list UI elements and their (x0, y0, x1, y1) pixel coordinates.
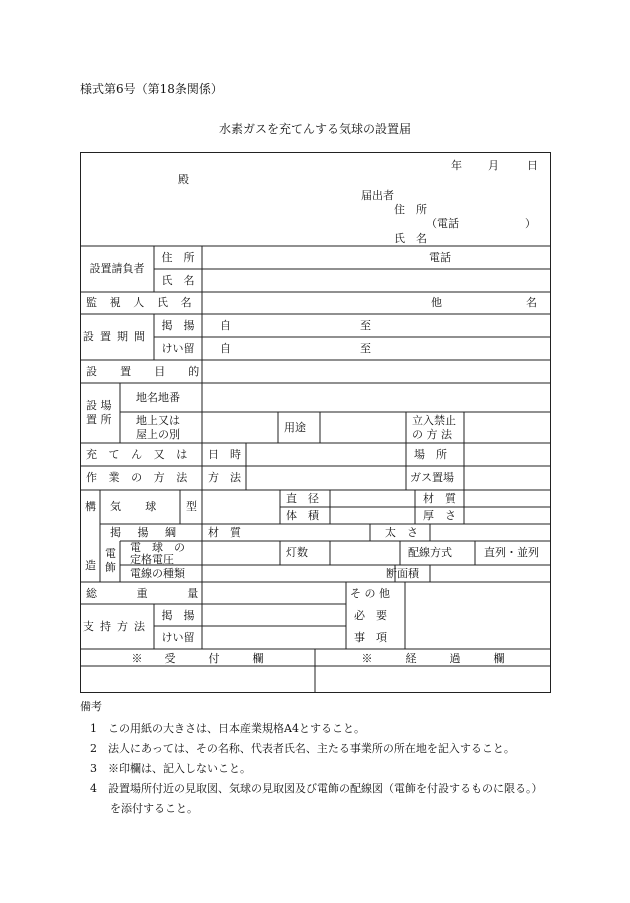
form-title: 水素ガスを充てんする気球の設置届 (218, 122, 411, 136)
support-raised-label: 掲 揚 (161, 609, 195, 622)
weight-label: 総重量 (86, 587, 238, 600)
location-lot-label: 地名地番 (136, 391, 180, 404)
period-raised-to: 至 (360, 319, 371, 332)
header-phone: （電話 ） (426, 217, 536, 230)
monitor-other: 他 (431, 296, 442, 309)
location-restrict-label-2: の 方 法 (412, 428, 452, 441)
contractor-phone-label: 電話 (429, 251, 451, 264)
period-moored-from: 自 (220, 342, 231, 355)
location-ground-label-2: 屋上の別 (136, 428, 180, 441)
structure-label-1: 構 (85, 500, 96, 513)
other-label-3: 事 項 (354, 631, 387, 644)
structure-count-label: 灯数 (286, 546, 308, 559)
monitor-unit: 名 (526, 296, 537, 309)
notes-section (80, 697, 550, 819)
structure-rope-label: 掲揚綱 (110, 526, 193, 539)
structure-bulb-label-2: 定格電圧 (130, 553, 174, 566)
structure-diameter-label: 直 径 (286, 492, 319, 505)
structure-wiring-options: 直列・並列 (484, 546, 539, 559)
period-moored-label: けい留 (161, 342, 195, 355)
period-label: 設置期間 (82, 330, 152, 343)
filling-place-label: 場 所 (414, 448, 447, 461)
note-item: 4 設置場所付近の見取図、気球の見取図及び電飾の配線図（電飾を付設するものに限る。）を添付すること。 (90, 782, 543, 815)
period-moored-to: 至 (360, 342, 371, 355)
application-form-table (80, 152, 551, 693)
structure-volume-label: 体 積 (286, 509, 319, 522)
filling-datetime-label: 日 時 (208, 448, 241, 461)
note-item: 3 ※印欄は、記入しないこと。 (90, 762, 251, 775)
filling-label-1: 充てん又は (86, 448, 199, 461)
structure-label-2: 造 (85, 559, 96, 572)
period-raised-label: 掲 揚 (161, 319, 195, 332)
progress-label: ※ 経 過 欄 (361, 652, 505, 665)
location-ground-label-1: 地上又は (136, 414, 180, 427)
period-raised-from: 自 (220, 319, 231, 332)
notes-heading: 備考 (80, 700, 102, 713)
structure-girth-label: 太 さ (385, 526, 418, 539)
header-submitter: 届出者 (361, 189, 394, 202)
reception-label: ※ 受 付 欄 (131, 652, 264, 665)
contractor-address-label: 住 所 (161, 251, 195, 264)
other-label-1: そ の 他 (350, 587, 390, 600)
contractor-label: 設置請負者 (89, 262, 145, 275)
note-item: 1 この用紙の大きさは、日本産業規格A4とすること。 (90, 722, 365, 735)
header-month: 月 (488, 159, 499, 172)
structure-wire-type-label: 電線の種類 (130, 567, 185, 580)
structure-material-label: 材 質 (423, 492, 456, 505)
support-moored-label: けい留 (161, 631, 195, 644)
structure-rope-material-label: 材 質 (208, 526, 241, 539)
note-item: 2 法人にあっては、その名称、代表者氏名、主たる事業所の所在地を記入すること。 (90, 742, 515, 755)
purpose-label: 設置目的 (86, 365, 223, 378)
location-use-label: 用途 (284, 421, 306, 434)
filling-label-2: 作業の方法 (86, 471, 199, 484)
header-addressee: 殿 (178, 173, 189, 186)
filling-gas-storage-label: ガス置場 (410, 471, 454, 484)
structure-wiring-label: 配線方式 (408, 546, 452, 559)
support-label: 支持方法 (82, 620, 152, 633)
location-label-2: 置 所 (86, 413, 112, 426)
structure-thickness-label: 厚 さ (423, 509, 456, 522)
structure-balloon-label: 気球 (110, 500, 181, 513)
structure-deco-label-2: 飾 (105, 561, 116, 574)
location-label-1: 設 場 (86, 399, 112, 412)
structure-deco-label-1: 電 (105, 547, 116, 560)
monitor-label: 監視人氏名 (86, 296, 205, 309)
structure-cross-section-label: 断面積 (386, 567, 419, 580)
structure-type-label: 型 (186, 500, 197, 513)
structure-bulb-label-1: 電 球 の (130, 541, 185, 554)
form-number: 様式第6号（第18条関係） (80, 82, 223, 96)
header-name: 氏 名 (394, 232, 427, 245)
header-year: 年 (451, 159, 462, 172)
other-label-2: 必 要 (354, 609, 387, 622)
filling-method-label: 方 法 (208, 471, 241, 484)
location-restrict-label-1: 立入禁止 (412, 414, 456, 427)
contractor-name-label: 氏 名 (161, 274, 195, 287)
header-address: 住 所 (394, 203, 427, 216)
header-day: 日 (527, 159, 538, 172)
